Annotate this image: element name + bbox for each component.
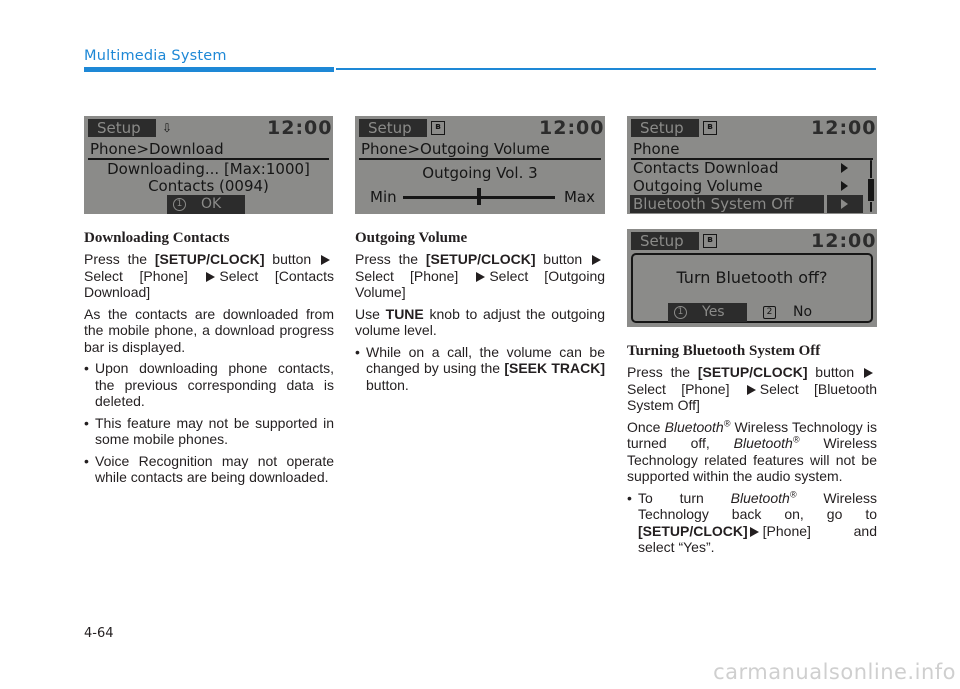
clock-time: 12:00 bbox=[539, 117, 605, 139]
download-screen bbox=[84, 116, 333, 214]
arrow-right-icon bbox=[864, 368, 873, 378]
volume-level-text: Outgoing Vol. 3 bbox=[422, 164, 538, 182]
contacts-count: Contacts (0094) bbox=[148, 177, 269, 195]
arrow-right-icon bbox=[321, 255, 330, 265]
bluetooth-icon: ʙ bbox=[703, 121, 717, 135]
arrow-right-icon bbox=[592, 255, 601, 265]
breadcrumb-divider bbox=[359, 158, 601, 160]
bluetooth-off-section bbox=[627, 342, 877, 561]
notes-list bbox=[627, 490, 877, 556]
yes-button[interactable] bbox=[668, 303, 747, 322]
setup-clock-button-label: [SETUP/CLOCK] bbox=[154, 251, 265, 267]
ok-button[interactable] bbox=[167, 195, 245, 214]
setup-tab: Setup bbox=[88, 119, 156, 137]
instruction-paragraph: Press the [SETUP/CLOCK] button Select [Phone] Select [Contacts Download] bbox=[84, 251, 334, 300]
no-button[interactable] bbox=[761, 303, 831, 322]
arrow-right-icon bbox=[206, 272, 215, 282]
section-heading: Outgoing Volume bbox=[355, 230, 468, 246]
breadcrumb: Phone>Download bbox=[90, 140, 224, 158]
watermark: carmanualsonline.info bbox=[713, 660, 956, 684]
selected-arrow-box bbox=[827, 195, 863, 213]
setup-tab: Setup bbox=[631, 232, 699, 250]
bluetooth-icon: ʙ bbox=[431, 121, 445, 135]
phone-menu-screen bbox=[627, 116, 877, 214]
chevron-right-icon bbox=[841, 163, 848, 173]
setup-tab: Setup bbox=[359, 119, 427, 137]
description-paragraph: As the contacts are downloaded from the mobile phone, a download progress bar is displayed. bbox=[84, 305, 334, 355]
list-item: • To turn Bluetooth® Wireless Technology back on, go to [SETUP/CLOCK] [Phone] and select “Yes”. bbox=[627, 490, 877, 556]
volume-slider-thumb[interactable] bbox=[477, 188, 481, 205]
chevron-right-icon bbox=[841, 199, 848, 209]
clock-time: 12:00 bbox=[811, 117, 877, 139]
outgoing-volume-section bbox=[355, 229, 605, 398]
bluetooth-icon: ʙ bbox=[703, 234, 717, 248]
yes-label: Yes bbox=[702, 304, 725, 320]
ok-label: OK bbox=[201, 196, 222, 212]
setup-clock-button-label: [SETUP/CLOCK] bbox=[425, 251, 536, 267]
description-paragraph: Use TUNE knob to adjust the outgoing volume level. bbox=[355, 305, 605, 338]
section-title: Multimedia System bbox=[84, 48, 227, 64]
setup-tab: Setup bbox=[631, 119, 699, 137]
breadcrumb: Phone>Outgoing Volume bbox=[361, 140, 550, 158]
clock-time: 12:00 bbox=[267, 117, 333, 139]
arrow-right-icon bbox=[476, 272, 485, 282]
description-paragraph: Once Bluetooth® Wireless Technology is turned off, Bluetooth® Wireless Technology related features will not be supported within the audio system. bbox=[627, 417, 877, 484]
arrow-right-icon bbox=[750, 527, 759, 537]
page-number: 4-64 bbox=[84, 626, 114, 641]
menu-item-contacts-download[interactable]: Contacts Download bbox=[633, 159, 779, 177]
section-heading: Downloading Contacts bbox=[84, 230, 230, 246]
clock-time: 12:00 bbox=[811, 230, 877, 252]
key-number-icon: 1 bbox=[173, 198, 186, 211]
downloading-contacts-section bbox=[84, 229, 334, 491]
download-progress-text: Downloading... [Max:1000] bbox=[107, 160, 310, 178]
list-item: • Upon downloading phone contacts, the previous corresponding data is deleted. bbox=[84, 360, 334, 410]
no-label: No bbox=[793, 304, 813, 320]
download-arrow-icon: ⇩ bbox=[161, 121, 173, 135]
bluetooth-off-screen bbox=[627, 229, 877, 327]
notes-list bbox=[355, 344, 605, 394]
instruction-paragraph: Press the [SETUP/CLOCK] button Select [Phone] Select [Bluetooth System Off] bbox=[627, 364, 878, 413]
header-rule-thin bbox=[336, 68, 876, 70]
instruction-paragraph: Press the [SETUP/CLOCK] button Select [Phone] Select [Outgoing Volume] bbox=[355, 251, 606, 300]
menu-item-outgoing-volume[interactable]: Outgoing Volume bbox=[633, 177, 763, 195]
setup-clock-button-label: [SETUP/CLOCK] bbox=[638, 522, 748, 539]
header-rule-thick bbox=[84, 67, 334, 72]
breadcrumb: Phone bbox=[633, 140, 680, 158]
menu-item-bluetooth-system-off[interactable]: Bluetooth System Off bbox=[630, 195, 824, 213]
setup-clock-button-label: [SETUP/CLOCK] bbox=[697, 364, 808, 380]
list-item: • While on a call, the volume can be changed by using the [SEEK TRACK] button. bbox=[355, 344, 605, 394]
list-item: • Voice Recognition may not operate while contacts are being downloaded. bbox=[84, 453, 334, 486]
list-item: • This feature may not be supported in some mobile phones. bbox=[84, 415, 334, 448]
notes-list bbox=[84, 360, 334, 486]
volume-min-label: Min bbox=[370, 188, 397, 206]
volume-max-label: Max bbox=[563, 188, 595, 206]
tune-knob-label: TUNE bbox=[385, 305, 424, 322]
section-heading: Turning Bluetooth System Off bbox=[627, 343, 821, 359]
chevron-right-icon bbox=[841, 181, 848, 191]
key-number-icon: 1 bbox=[674, 306, 687, 319]
arrow-right-icon bbox=[747, 385, 756, 395]
menu-scroll-thumb[interactable] bbox=[867, 178, 875, 202]
key-number-icon: 2 bbox=[763, 306, 776, 319]
outgoing-volume-screen bbox=[355, 116, 605, 214]
seek-track-button-label: [SEEK TRACK] bbox=[504, 360, 605, 376]
dialog-question: Turn Bluetooth off? bbox=[676, 268, 828, 287]
